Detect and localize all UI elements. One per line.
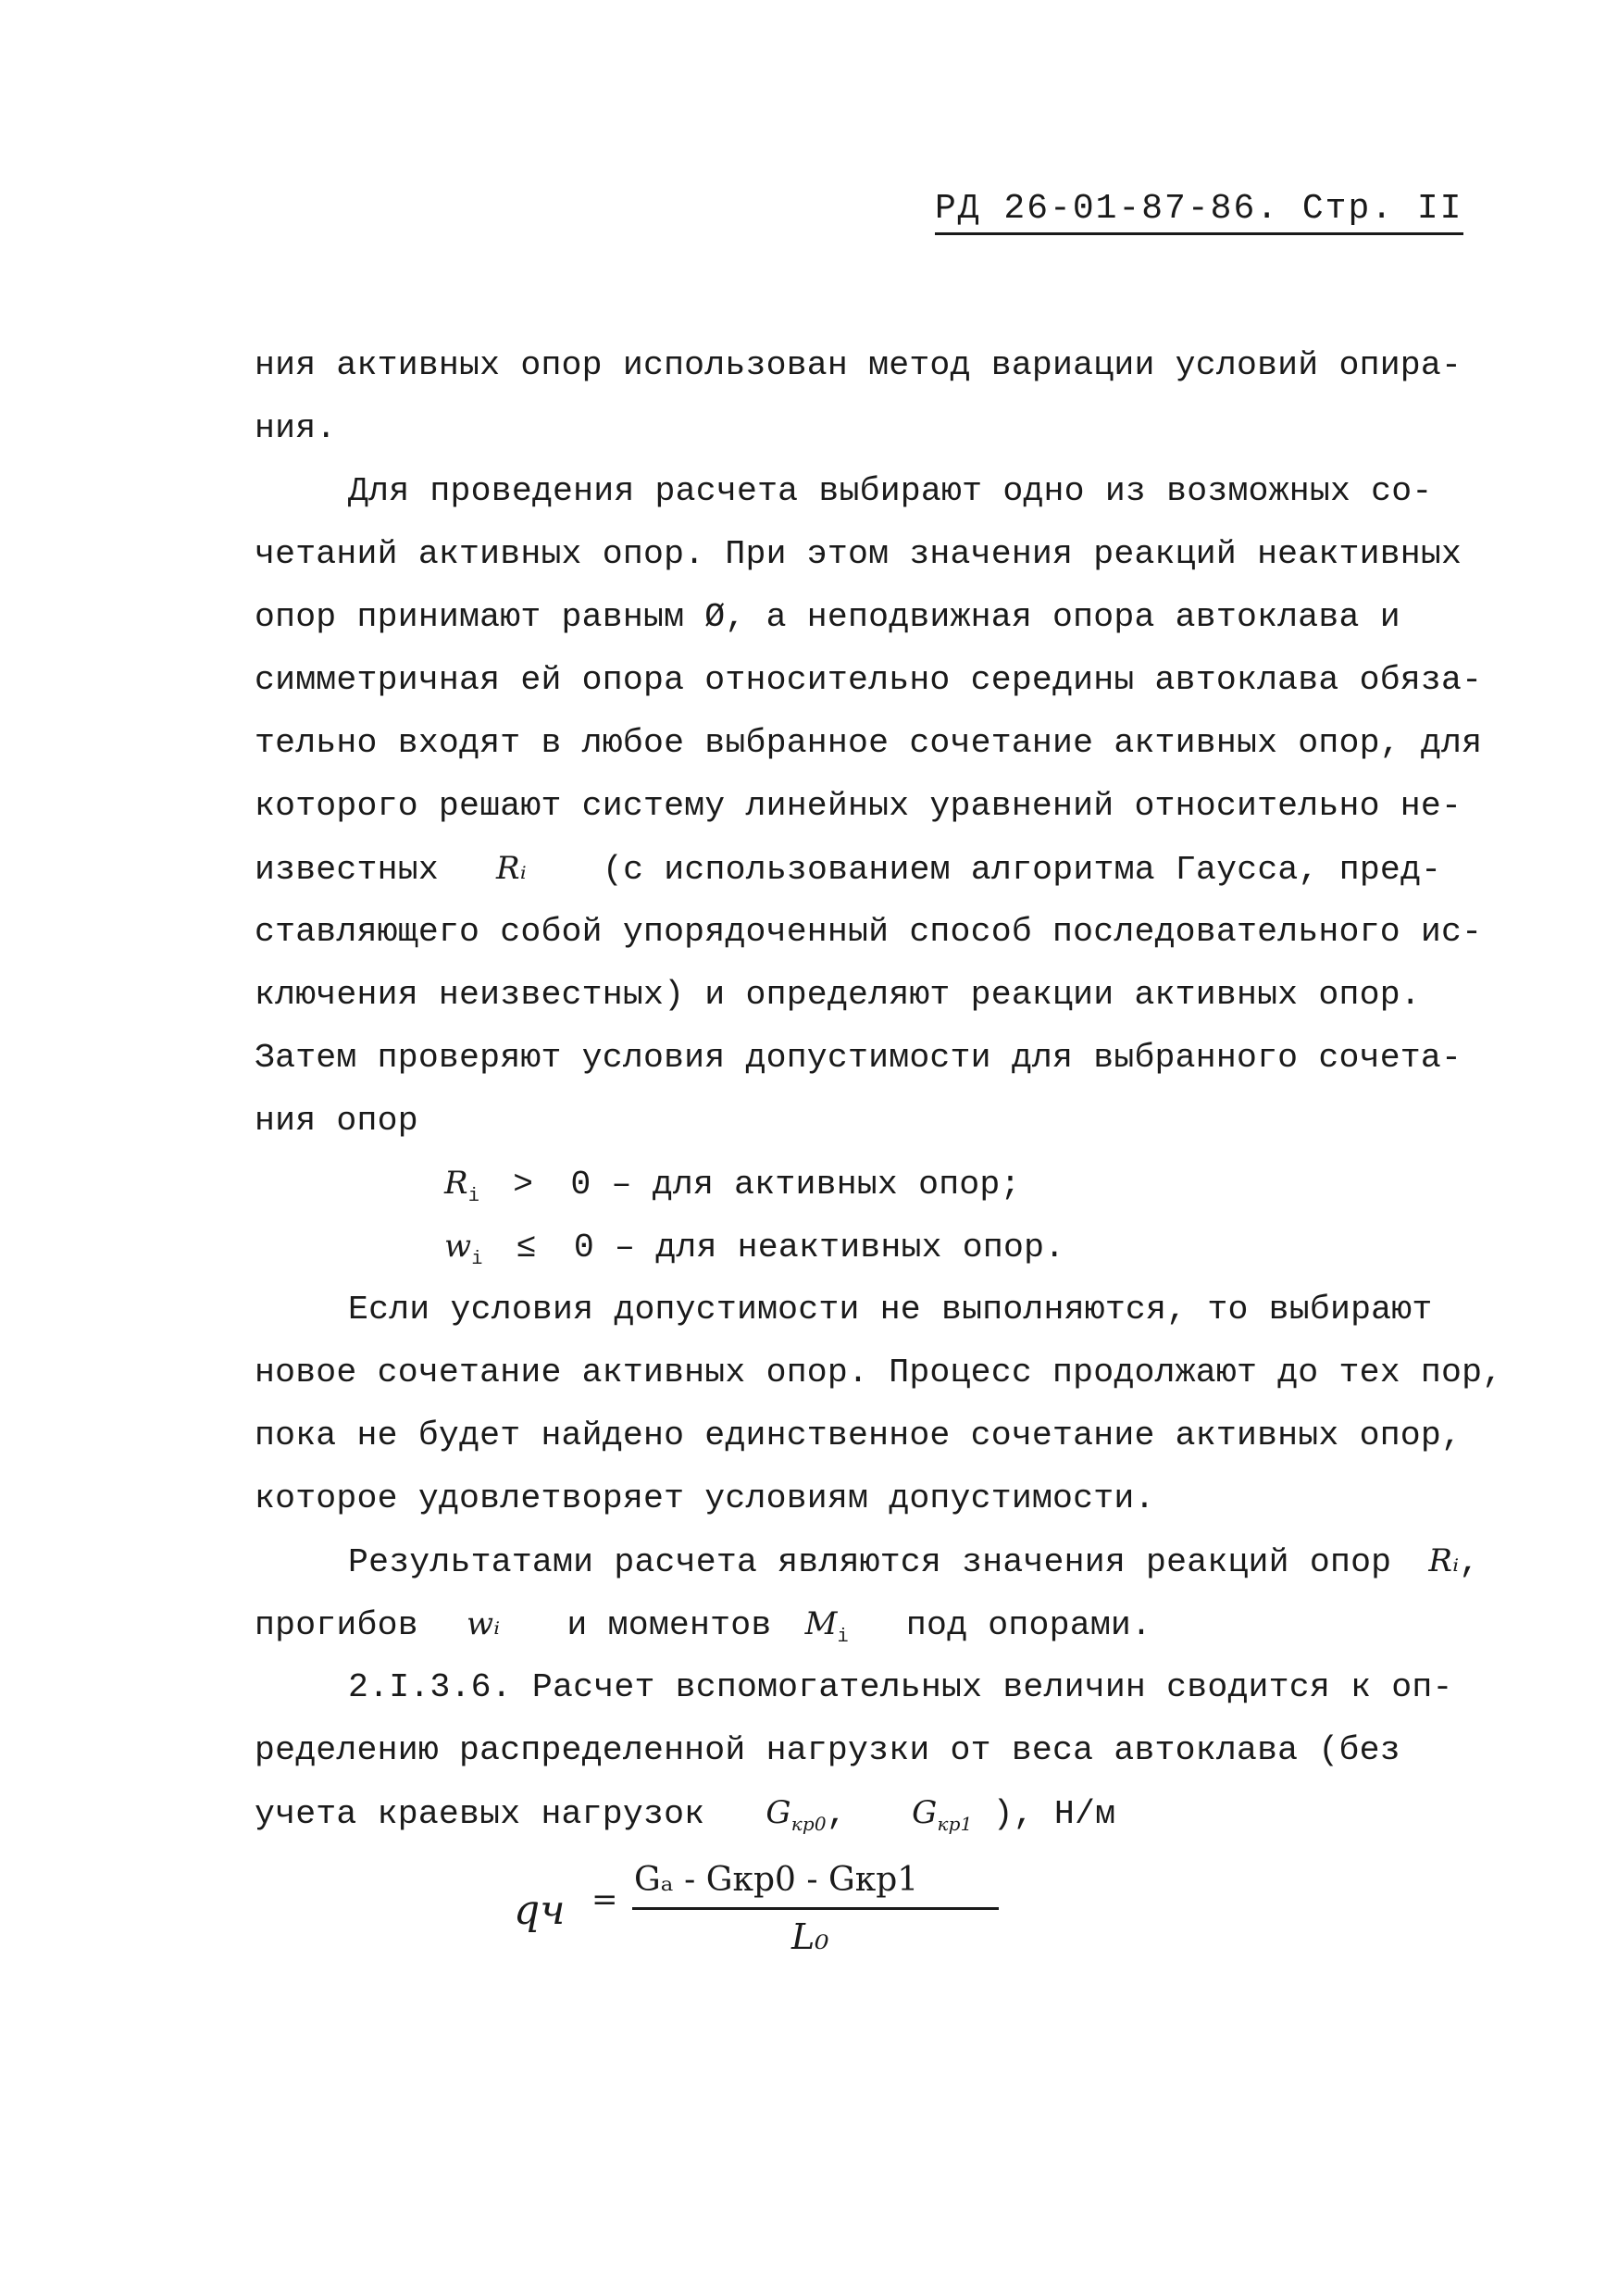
text-fragment: прогибов xyxy=(255,1606,418,1644)
text-line: которое удовлетворяет условиям допустимости. xyxy=(255,1479,1155,1517)
page-header: РД 26-01-87-86. Стр. II xyxy=(935,189,1463,235)
fraction-bar xyxy=(632,1907,999,1910)
text-fragment: и моментов xyxy=(566,1606,772,1644)
text-line xyxy=(255,850,1441,889)
condition-text: 0 – для активных опор; xyxy=(570,1166,1021,1204)
subscript-i: i xyxy=(467,1186,480,1207)
text-line: ределению распределенной нагрузки от веса автоклава (без xyxy=(255,1731,1400,1769)
text-fragment: Результатами расчета являются значения реакций опор xyxy=(348,1543,1392,1581)
text-line: четаний активных опор. При этом значения реакций неактивных xyxy=(255,535,1462,573)
comma: , xyxy=(826,1795,847,1833)
formula-distributed-load xyxy=(514,1861,995,1957)
text-line: ния. xyxy=(255,409,337,447)
condition-active xyxy=(444,1165,1021,1207)
text-line: Для проведения расчета выбирают одно из возможных со- xyxy=(348,472,1433,510)
text-fragment: под опорами. xyxy=(905,1606,1152,1644)
text-line: ключения неизвестных) и определяют реакции активных опор. xyxy=(255,976,1421,1014)
subscript-i: i xyxy=(837,1627,849,1648)
symbol-wi: wᵢ xyxy=(466,1605,501,1642)
text-line: Если условия допустимости не выполняются, то выбирают xyxy=(348,1291,1433,1329)
formula-equals: = xyxy=(591,1881,618,1918)
subscript-i: i xyxy=(471,1249,483,1270)
symbol-r: R xyxy=(444,1165,468,1202)
formula-numerator: Gₐ - Gкр0 - Gкр1 xyxy=(634,1861,919,1899)
symbol-gkr1: $G_{кр1}$ xyxy=(912,1794,973,1835)
text-fragment: известных xyxy=(255,851,439,889)
text-line: ния опор xyxy=(255,1102,418,1140)
text-line: симметричная ей опора относительно середины автоклава обяза- xyxy=(255,661,1483,699)
text-line xyxy=(348,1542,1479,1581)
le-sign: ≤ xyxy=(516,1229,537,1267)
condition-text: 0 – для неактивных опор. xyxy=(573,1229,1065,1267)
text-line: которого решают систему линейных уравнений относительно не- xyxy=(255,787,1462,825)
text-line: пока не будет найдено единственное сочетание активных опор, xyxy=(255,1416,1462,1454)
text-line xyxy=(255,1794,1115,1835)
symbol-w: w xyxy=(444,1228,472,1265)
text-line xyxy=(255,1605,1151,1648)
text-fragment: ), Н/м xyxy=(992,1795,1116,1833)
symbol-m: M xyxy=(804,1605,838,1642)
text-fragment: (с использованием алгоритма Гаусса, пред- xyxy=(603,851,1442,889)
text-line: тельно входят в любое выбранное сочетание активных опор, для xyxy=(255,724,1483,762)
formula-denominator: L₀ xyxy=(791,1916,829,1957)
text-fragment: учета краевых нагрузок xyxy=(255,1795,705,1833)
symbol-ri: Rᵢ xyxy=(1428,1542,1460,1579)
text-line: ния активных опор использован метод вариации условий опира- xyxy=(255,346,1462,384)
symbol-ri: Rᵢ xyxy=(496,850,527,887)
formula-lhs: qч xyxy=(514,1887,566,1934)
text-line: опор принимают равным Ø, а неподвижная опора автоклава и xyxy=(255,598,1400,636)
gt-sign: > xyxy=(513,1166,534,1204)
comma: , xyxy=(1459,1543,1480,1581)
text-line: ставляющего собой упорядоченный способ последовательного ис- xyxy=(255,913,1483,951)
condition-inactive xyxy=(444,1228,1064,1270)
text-line: Затем проверяют условия допустимости для выбранного сочета- xyxy=(255,1039,1462,1077)
text-line: новое сочетание активных опор. Процесс продолжают до тех пор, xyxy=(255,1354,1503,1391)
symbol-gkr0: $G_{кр0}$ xyxy=(765,1794,827,1835)
text-line: 2.I.3.6. Расчет вспомогательных величин сводится к оп- xyxy=(348,1668,1453,1706)
